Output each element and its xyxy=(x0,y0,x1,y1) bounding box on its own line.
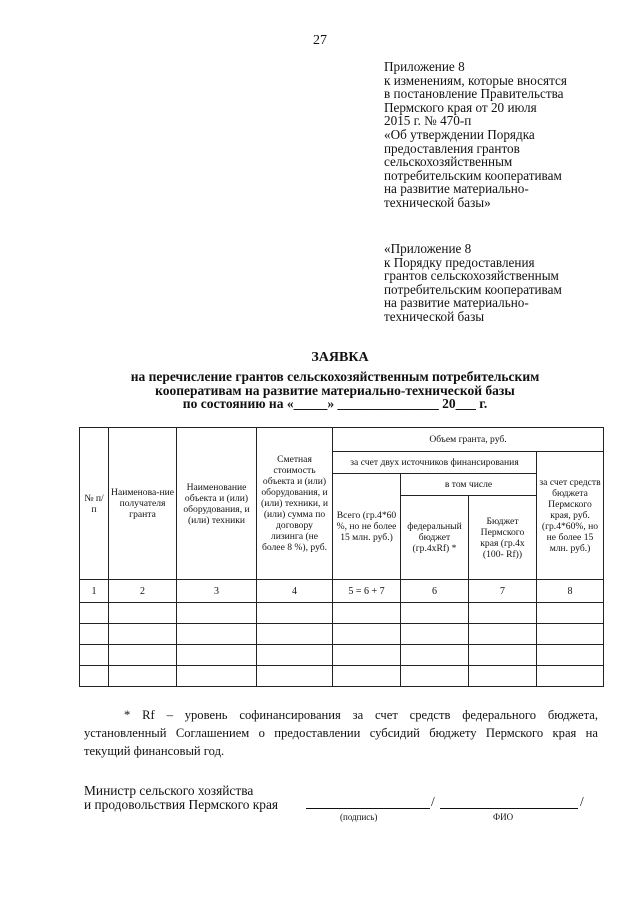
document-subtitle xyxy=(100,370,570,411)
subtitle-line: на перечисление грантов сельскохозяйственным потребительским xyxy=(130,369,540,384)
header-num: № п/п xyxy=(80,428,109,580)
footnote-text: * Rf – уровень софинансирования за счет средств федерального бюджета, установленный Соглашением о предоставлении субсидий бюджету Пермского края на текущий финансовый год. xyxy=(84,708,598,758)
appendix-line: предоставления грантов xyxy=(384,140,520,156)
col-number: 2 xyxy=(109,580,177,603)
slash: / xyxy=(580,794,584,809)
appendix-line: потребительским кооперативам xyxy=(384,167,562,183)
table-row xyxy=(80,645,604,666)
table-row xyxy=(80,666,604,687)
header-total: Всего (гр.4*60 %, но не более 15 млн. руб.) xyxy=(333,474,401,580)
col-number: 7 xyxy=(469,580,537,603)
appendix-line: Пермского края от 20 июля xyxy=(384,99,537,115)
signature-line[interactable] xyxy=(306,794,430,809)
header-grant-volume: Объем гранта, руб. xyxy=(333,428,604,452)
table-row xyxy=(80,603,604,624)
appendix-inner-line: потребительским кооперативам xyxy=(384,281,562,297)
header-object: Наименование объекта и (или) оборудования, и (или) техники xyxy=(177,428,257,580)
numbering-row xyxy=(80,580,604,603)
slash: / xyxy=(431,794,435,809)
caption-fio: ФИО xyxy=(493,812,514,822)
col-number: 4 xyxy=(257,580,333,603)
table-row xyxy=(80,624,604,645)
appendix-header xyxy=(384,60,624,210)
application-table xyxy=(79,427,604,687)
appendix-line: на развитие материально- xyxy=(384,181,529,197)
col-number: 5 = 6 + 7 xyxy=(333,580,401,603)
page-number: 27 xyxy=(313,33,327,48)
signatory-title-line1: Министр сельского хозяйства xyxy=(84,783,254,798)
subtitle-line: кооперативам на развитие материально-технической базы xyxy=(155,382,515,398)
header-recipient: Наименова-ние получателя гранта xyxy=(109,428,177,580)
header-regional: за счет средств бюджета Пермского края, руб. (гр.4*60%, но не более 15 млн. руб.) xyxy=(537,452,604,580)
document-title: ЗАЯВКА xyxy=(311,350,369,365)
appendix-line: технической базы» xyxy=(384,194,491,210)
header-cost: Сметная стоимость объекта и (или) оборудования, и (или) техники, и (или) сумма по договору лизинга (не более 8 %), руб. xyxy=(257,428,333,580)
appendix-line: Приложение 8 xyxy=(384,59,465,74)
footnote xyxy=(84,706,598,760)
appendix-line: 2015 г. № 470-п xyxy=(384,113,472,129)
signatory-title-line2: и продовольствия Пермского края xyxy=(84,797,279,812)
appendix-inner xyxy=(384,242,624,324)
appendix-inner-line: грантов сельскохозяйственным xyxy=(384,268,559,284)
appendix-line: к изменениям, которые вносятся xyxy=(384,72,567,88)
appendix-inner-line: «Приложение 8 xyxy=(384,241,472,256)
subtitle-line: по состоянию на «_____» _______________ 20___ г. xyxy=(182,396,488,411)
col-number: 6 xyxy=(401,580,469,603)
header-budget-perm: Бюджет Пермского края (гр.4х (100- Rf)) xyxy=(469,496,537,580)
col-number: 3 xyxy=(177,580,257,603)
appendix-inner-line: на развитие материально- xyxy=(384,295,529,311)
appendix-inner-line: к Порядку предоставления xyxy=(384,254,535,270)
col-number: 8 xyxy=(537,580,604,603)
signature-block xyxy=(84,784,278,812)
header-including: в том числе xyxy=(401,474,537,496)
appendix-line: в постановление Правительства xyxy=(384,86,564,102)
fio-line[interactable] xyxy=(440,794,578,809)
col-number: 1 xyxy=(80,580,109,603)
header-two-sources: за счет двух источников финансирования xyxy=(333,452,537,474)
caption-signature: (подпись) xyxy=(340,812,378,822)
appendix-line: сельскохозяйственным xyxy=(384,154,513,170)
appendix-inner-line: технической базы xyxy=(384,308,485,324)
header-federal: федеральный бюджет (гр.4хRf) * xyxy=(401,496,469,580)
appendix-line: «Об утверждении Порядка xyxy=(384,126,535,142)
